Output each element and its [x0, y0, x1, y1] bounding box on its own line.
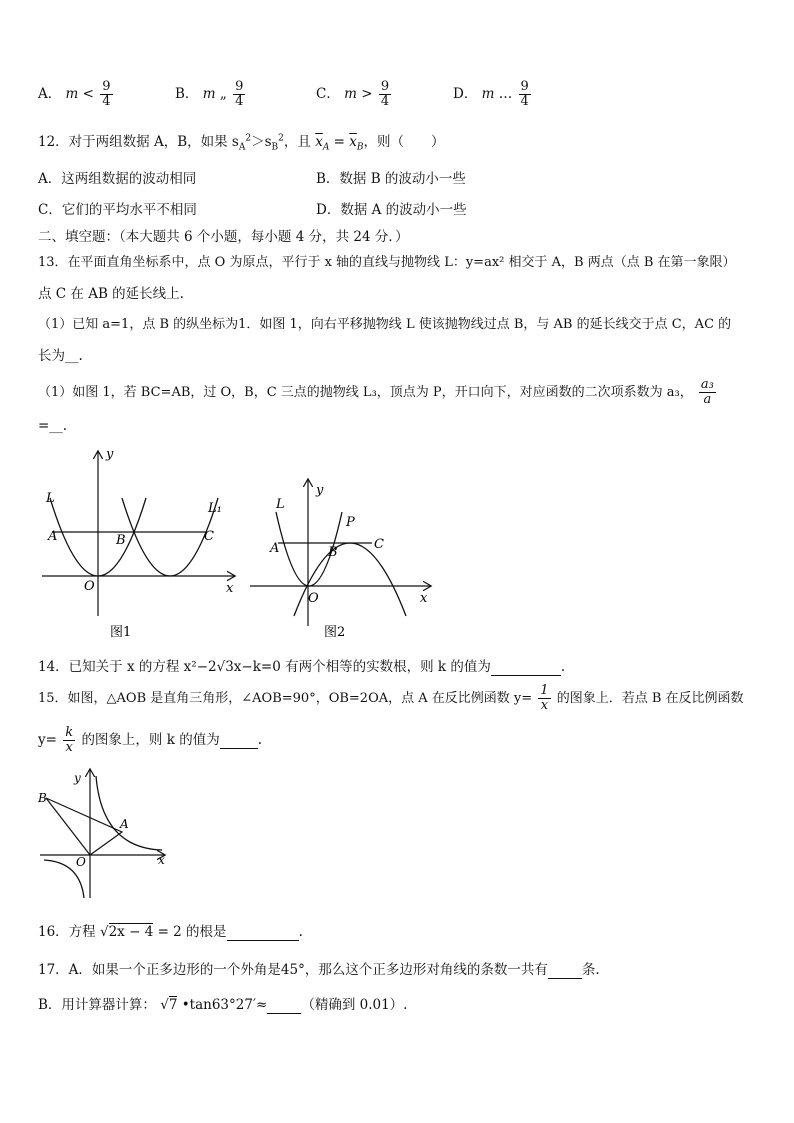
triangle-aob	[46, 798, 122, 855]
q13-line3: （1）已知 a=1，点 B 的纵坐标为1．如图 1，向右平移抛物线 L 使该抛物线过点 B，与 AB 的延长线交于点 C，AC 的	[38, 317, 732, 332]
svg-text:L: L	[276, 497, 285, 512]
fraction: $\frac{1}{x}$	[540, 683, 549, 713]
q13-line6: =__.	[38, 418, 68, 434]
q13-figure-1	[36, 448, 246, 648]
svg-text:O: O	[84, 579, 95, 594]
svg-text:y: y	[74, 771, 81, 785]
fraction: $\frac{9}{4}$	[380, 79, 390, 109]
svg-text:B: B	[38, 791, 47, 805]
q12-option-d: D．数据 A 的波动小一些	[316, 202, 467, 218]
q17-b: B．用计算器计算： √7 •tan63°27′≈ （精确到 0.01）.	[38, 997, 408, 1013]
sqrt-sign: √	[99, 924, 109, 940]
q15-line1: 15．如图，△AOB 是直角三角形，∠AOB=90°，OB=2OA，点 A 在反比例函数 y= $\frac{1}{x}$ 的图象上．若点 B 在反比例函数	[38, 683, 744, 713]
answer-blank[interactable]	[220, 732, 258, 749]
svg-text:C: C	[374, 537, 384, 552]
q12-stem: 12．对于两组数据 A，B，如果 $s_A^2>s_B^2$，且 $\overline{x}_A = \overline{x}_B$，则（ ）	[38, 133, 445, 153]
q13-figure-2	[246, 476, 442, 648]
q13-line4: 长为__.	[38, 348, 83, 364]
answer-blank[interactable]	[491, 659, 561, 676]
svg-text:L: L	[46, 491, 55, 506]
sqrt-sign: √	[160, 997, 169, 1013]
answer-blank[interactable]	[548, 962, 582, 979]
q15-line2: y= $\frac{k}{x}$ 的图象上，则 k 的值为 .	[38, 725, 262, 755]
svg-text:B: B	[328, 545, 338, 560]
q13-line5: （1）如图 1，若 BC=AB，过 O，B，C 三点的抛物线 L₃，顶点为 P，开口向下，对应函数的二次项系数为 a₃， $\frac{\text{a₃}}{a}$	[38, 377, 714, 407]
q16: 16．方程 √2x − 4 = 2 的根是 .	[38, 924, 303, 940]
q14: 14．已知关于 x 的方程 x²−2√3x−k=0 有两个相等的实数根，则 k 的值为 .	[38, 659, 566, 675]
fraction: $\frac{9}{4}$	[520, 79, 529, 109]
svg-text:A: A	[48, 529, 58, 544]
svg-text:O: O	[308, 591, 319, 606]
fraction: $\frac{\text{a₃}}{a}$	[700, 377, 714, 407]
svg-text:x: x	[226, 581, 234, 596]
q12-option-c: C．它们的平均水平不相同	[38, 202, 197, 218]
q13-line2: 点 C 在 AB 的延长线上.	[38, 286, 184, 302]
svg-text:A: A	[270, 541, 280, 556]
q11-option-d: D． m … $\frac{9}{4}$	[453, 79, 529, 109]
q13-line1: 13．在平面直角坐标系中，点 O 为原点，平行于 x 轴的直线与抛物线 L：y=ax² 相交于 A，B 两点（点 B 在第一象限）	[38, 255, 736, 270]
q15-figure	[36, 766, 176, 906]
section-heading: 二、填空题：（本大题共 6 个小题，每小题 4 分，共 24 分．）	[38, 229, 409, 245]
svg-text:图2: 图2	[324, 625, 346, 640]
svg-text:y: y	[316, 483, 324, 498]
svg-text:O: O	[76, 855, 86, 869]
q11-option-a: A． m < $\frac{9}{4}$	[38, 79, 111, 109]
svg-text:y: y	[106, 448, 114, 462]
answer-blank[interactable]	[227, 924, 299, 941]
q12-option-b: B．数据 B 的波动小一些	[316, 171, 466, 187]
q17-a: 17．A．如果一个正多边形的一个外角是45°，那么这个正多边形对角线的条数一共有 条.	[38, 962, 600, 978]
svg-text:x: x	[420, 591, 428, 606]
hyperbola-q1	[96, 776, 162, 850]
fraction: $\frac{9}{4}$	[102, 79, 111, 109]
svg-text:P: P	[346, 515, 355, 530]
svg-text:A: A	[120, 817, 129, 831]
fraction: $\frac{k}{x}$	[65, 725, 74, 755]
svg-text:L₁: L₁	[208, 501, 222, 516]
svg-text:x: x	[158, 853, 165, 867]
svg-text:图1: 图1	[110, 625, 132, 640]
q11-option-b: B． m „ $\frac{9}{4}$	[175, 79, 244, 109]
answer-blank[interactable]	[267, 997, 301, 1014]
svg-text:C: C	[204, 529, 214, 544]
svg-text:B: B	[116, 533, 126, 548]
q12-option-a: A．这两组数据的波动相同	[38, 171, 197, 187]
q11-option-c: C． m > $\frac{9}{4}$	[316, 79, 390, 109]
fraction: $\frac{9}{4}$	[235, 79, 244, 109]
